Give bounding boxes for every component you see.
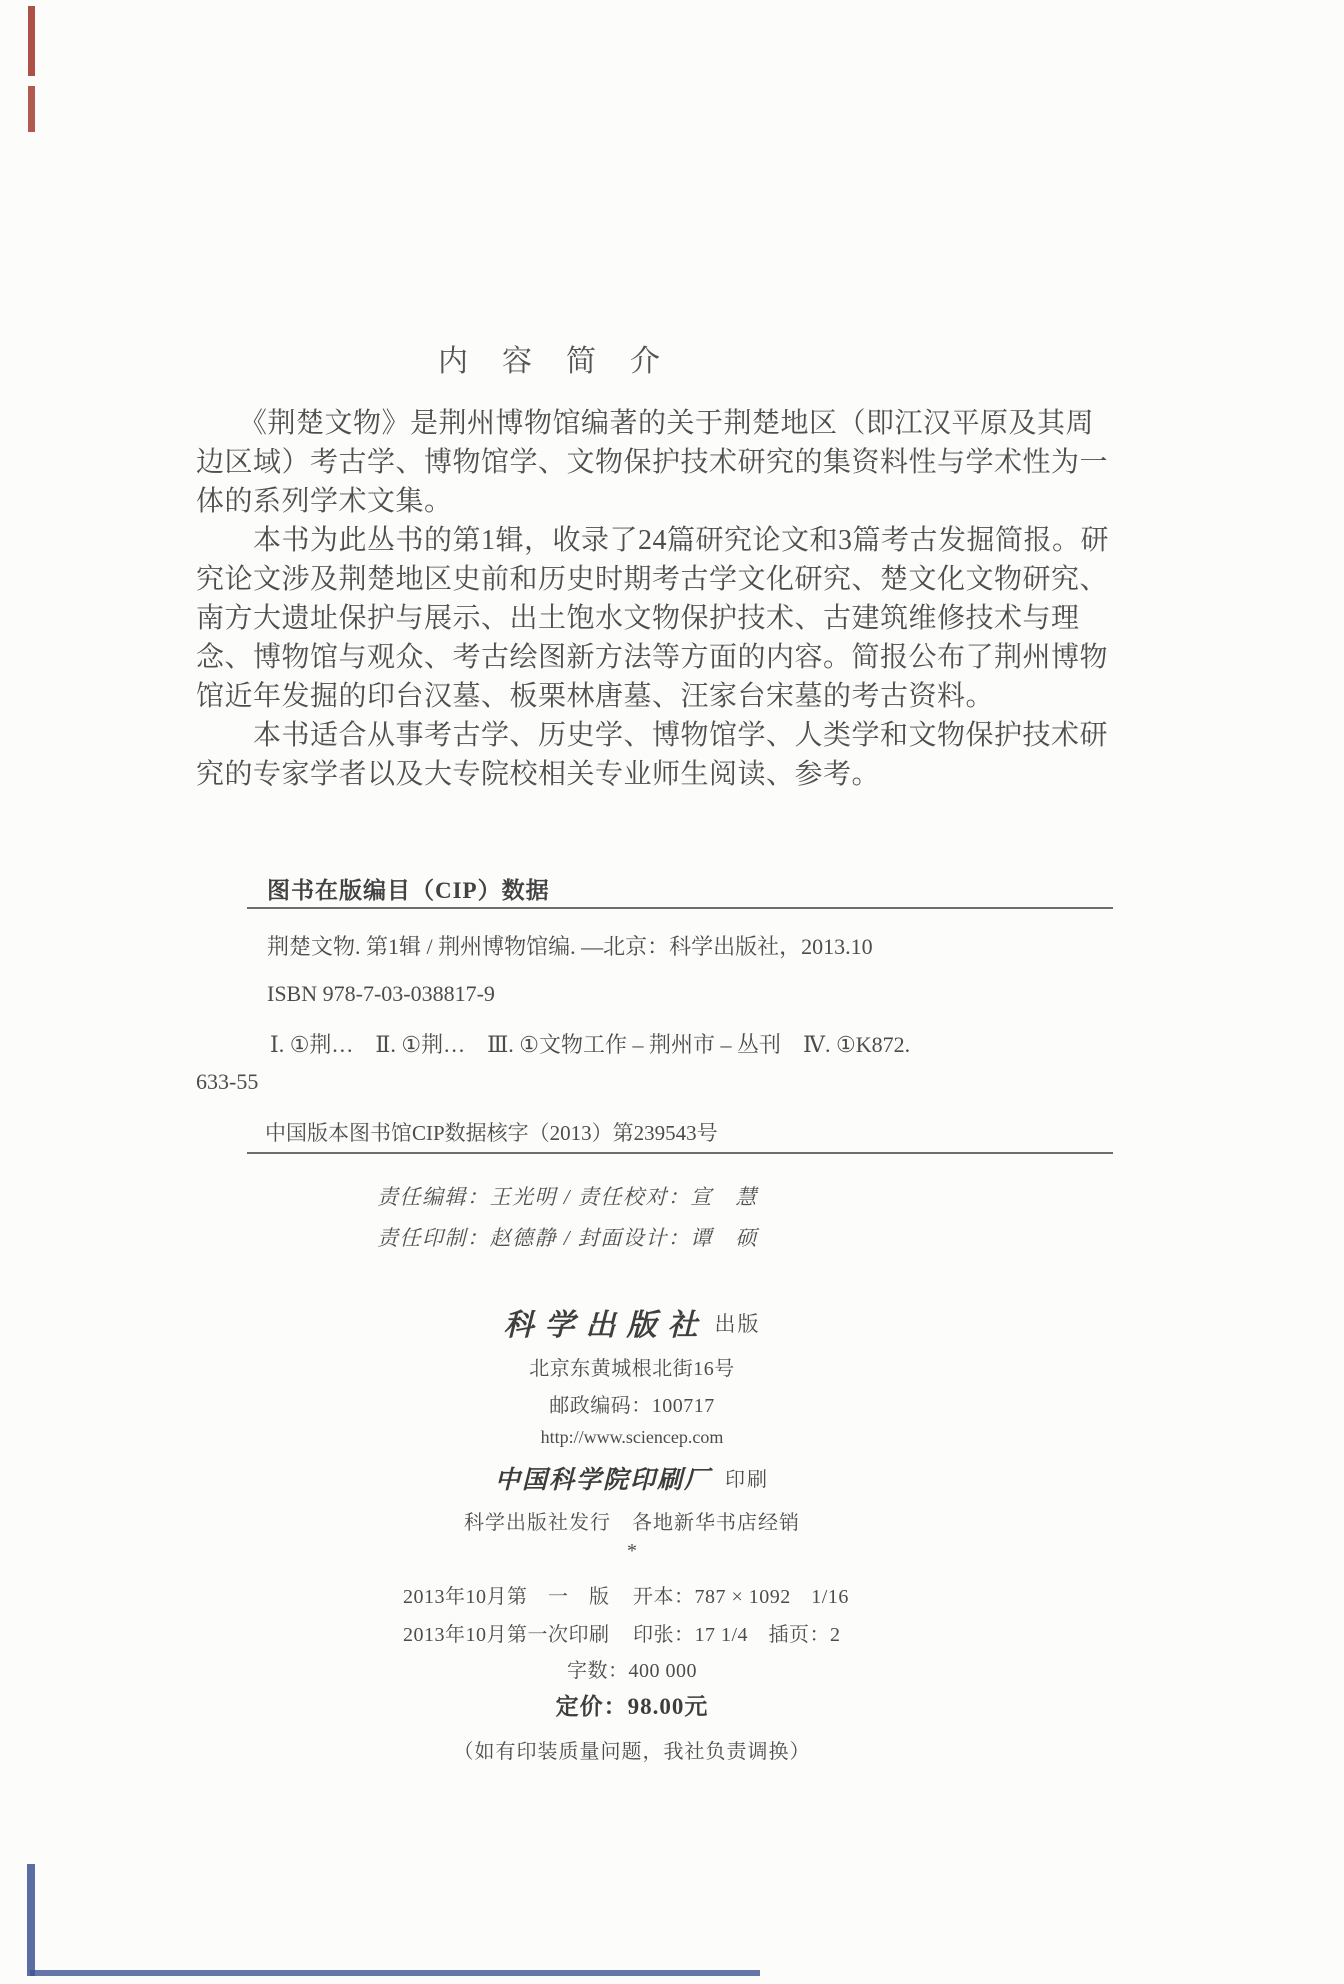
cip-header: 图书在版编目（CIP）数据 xyxy=(267,878,550,903)
intro-line: 馆近年发掘的印台汉墓、板栗林唐墓、汪家台宋墓的考古资料。 xyxy=(196,681,995,712)
scan-artifact-red-top-2 xyxy=(28,86,35,132)
divider-top xyxy=(247,907,1113,909)
impression-line: 2013年10月第一次印刷 xyxy=(403,1624,610,1646)
intro-paragraphs xyxy=(196,404,1109,794)
press-logo-calligraphy: 科学出版社 xyxy=(503,1309,709,1342)
credits-editing-line: 责任编辑：王光明 / 责任校对：宣 慧 xyxy=(377,1185,758,1209)
scan-artifact-red-top xyxy=(28,6,35,76)
cip-classification-continuation: 633-55 xyxy=(196,1069,259,1094)
intro-line: 本书适合从事考古学、历史学、博物馆学、人类学和文物保护技术研 xyxy=(196,720,1109,751)
exchange-note: （如有印装质量问题，我社负责调换） xyxy=(453,1741,811,1763)
word-count-line: 字数：400 000 xyxy=(567,1660,697,1682)
intro-line: 究论文涉及荆楚地区史前和历史时期考古学文化研究、楚文化文物研究、 xyxy=(196,564,1109,595)
intro-line: 本书为此丛书的第1辑，收录了24篇研究论文和3篇考古发掘简报。研 xyxy=(196,525,1110,556)
scan-artifact-blue-left xyxy=(27,1864,35,1976)
distribution-line: 科学出版社发行 各地新华书店经销 xyxy=(464,1512,800,1534)
cip-isbn-line: ISBN 978-7-03-038817-9 xyxy=(267,981,495,1006)
cip-classification-line: Ⅰ. ①荆… Ⅱ. ①荆… Ⅲ. ①文物工作 – 荆州市 – 丛刊 Ⅳ. ①K872. xyxy=(270,1032,911,1057)
format-line: 开本：787 × 1092 1/16 xyxy=(633,1586,849,1608)
sheets-line: 印张：17 1/4 插页：2 xyxy=(633,1624,841,1646)
star-separator: * xyxy=(627,1540,637,1562)
intro-line: 念、博物馆与观众、考古绘图新方法等方面的内容。简报公布了荆州博物 xyxy=(196,642,1109,673)
intro-line: 南方大遗址保护与展示、出土饱水文物保护技术、古建筑维修技术与理 xyxy=(196,603,1080,634)
cip-record-number: 中国版本图书馆CIP数据核字（2013）第239543号 xyxy=(265,1121,718,1145)
cip-title-line: 荆楚文物. 第1辑 / 荆州博物馆编. —北京：科学出版社，2013.10 xyxy=(267,934,873,959)
intro-line: 究的专家学者以及大专院校相关专业师生阅读、参考。 xyxy=(196,759,881,790)
intro-title: 内 容 简 介 xyxy=(438,345,662,378)
price-line: 定价：98.00元 xyxy=(555,1694,709,1719)
divider-bottom xyxy=(247,1152,1113,1154)
edition-date-line: 2013年10月第 一 版 xyxy=(403,1586,610,1608)
press-address: 北京东黄城根北街16号 xyxy=(529,1358,735,1380)
press-role-label: 出版 xyxy=(714,1312,761,1336)
printer-role-label: 印刷 xyxy=(725,1469,769,1491)
printer-line xyxy=(200,1460,1064,1496)
intro-line: 体的系列学术文集。 xyxy=(196,486,453,517)
press-website: http://www.sciencep.com xyxy=(540,1427,724,1447)
press-line xyxy=(200,1300,1064,1344)
printer-logo-calligraphy: 中国科学院印刷厂 xyxy=(494,1467,711,1494)
scan-artifact-blue-bottom xyxy=(30,1970,760,1976)
intro-line: 《荆楚文物》是荆州博物馆编著的关于荆楚地区（即江汉平原及其周 xyxy=(196,408,1095,439)
intro-line: 边区域）考古学、博物馆学、文物保护技术研究的集资料性与学术性为一 xyxy=(196,447,1109,478)
press-postcode: 邮政编码：100717 xyxy=(549,1395,715,1417)
credits-printing-line: 责任印制：赵德静 / 封面设计：谭 硕 xyxy=(377,1226,758,1250)
